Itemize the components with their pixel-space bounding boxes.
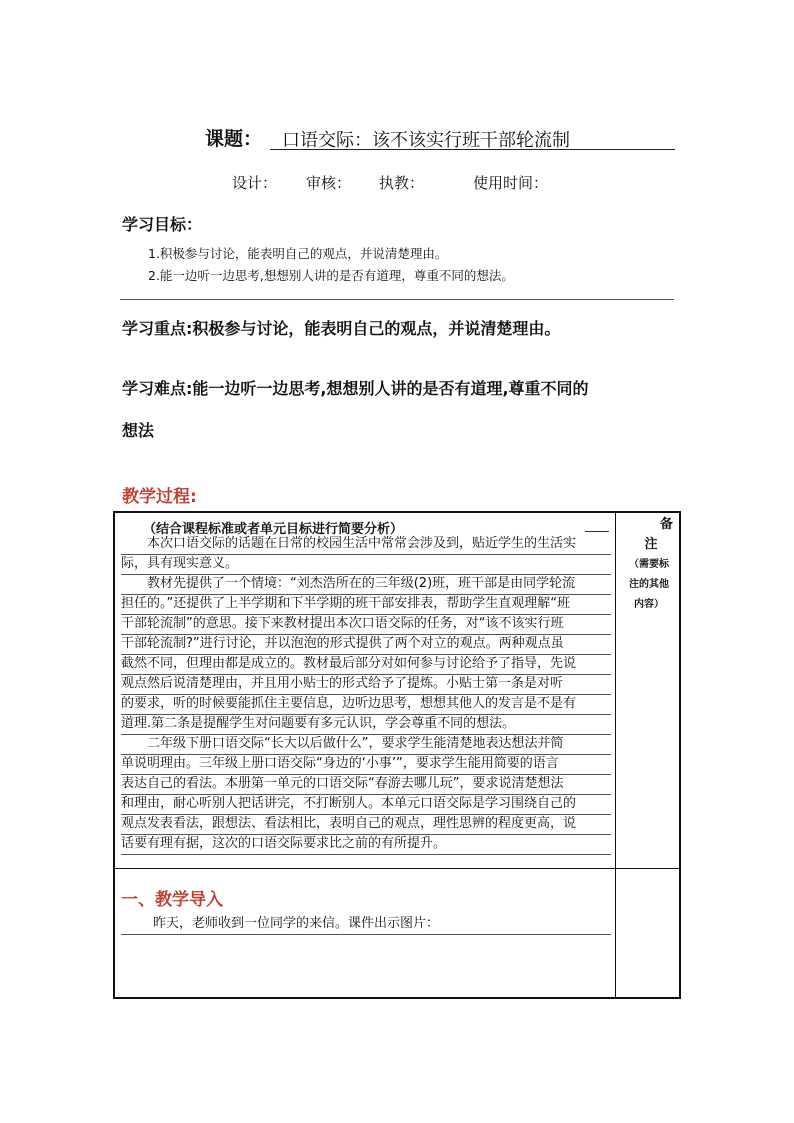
row-divider — [115, 868, 679, 869]
blank-line — [585, 531, 609, 532]
divider — [120, 299, 674, 300]
process-heading: 教学过程: — [122, 487, 197, 507]
difficulty-line-2: 想法 — [122, 421, 155, 440]
analysis-line: 本次口语交际的话题在日常的校园生活中常常会涉及到，贴近学生的生活实 — [121, 534, 611, 555]
goal-item-2: 2.能一边听一边思考,想想别人讲的是否有道理，尊重不同的想法。 — [148, 268, 514, 283]
analysis-line: 的要求，听的时候要能抓住主要信息，边听边思考，想想其他人的发言是不是有 — [121, 694, 611, 715]
analysis-line: 担任的。”还提供了上半学期和下半学期的班干部安排表，帮助学生直观理解“班 — [121, 594, 611, 615]
notes-sub-2: 注的其他 — [629, 579, 669, 590]
goals-heading: 学习目标： — [122, 215, 203, 234]
column-divider — [615, 513, 616, 997]
meta-design: 设计： — [232, 174, 278, 192]
section-intro-heading: 一、教学导入 — [121, 890, 223, 910]
title-label: 课题： — [205, 128, 263, 150]
analysis-line: 教材先提供了一个情境：“刘杰浩所在的三年级(2)班，班干部是由同学轮流 — [121, 574, 611, 595]
meta-teach: 执教： — [379, 174, 425, 192]
notes-title-1: 备 — [659, 517, 673, 532]
notes-sub-1: （需要标 — [629, 559, 669, 570]
analysis-line: 表达自己的看法。本册第一单元的口语交际“春游去哪儿玩”，要求说清楚想法 — [121, 774, 611, 795]
title-row — [205, 124, 675, 154]
difficulty-line-1: 学习难点:能一边听一边思考,想想别人讲的是否有道理,尊重不同的 — [122, 379, 589, 398]
meta-review: 审核： — [306, 174, 352, 192]
section-intro-text: 昨天，老师收到一位同学的来信。课件出示图片： — [121, 914, 611, 935]
goal-item-1: 1.积极参与讨论，能表明自己的观点，并说清楚理由。 — [148, 246, 448, 261]
analysis-line: 干部轮流制?”进行讨论，并以泡泡的形式提供了两个对立的观点。两种观点虽 — [121, 634, 611, 655]
analysis-line: 和理由，耐心听别人把话讲完，不打断别人。本单元口语交际是学习围绕自己的 — [121, 794, 611, 815]
analysis-line: 观点发表看法，跟想法、看法相比，表明自己的观点，理性思辨的程度更高，说 — [121, 814, 611, 835]
notes-title-2: 注 — [644, 537, 658, 552]
analysis-line: 际，具有现实意义。 — [121, 554, 611, 575]
analysis-line: 单说明理由。三年级上册口语交际“身边的‘小事’”，要求学生能用简要的语言 — [121, 754, 611, 775]
analysis-line: 二年级下册口语交际“长大以后做什么”，要求学生能清楚地表达想法并简 — [121, 734, 611, 755]
analysis-line: 观点然后说清楚理由，并且用小贴士的形式给予了提炼。小贴士第一条是对听 — [121, 674, 611, 695]
notes-column — [619, 513, 679, 615]
focus-line: 学习重点:积极参与讨论，能表明自己的观点，并说清楚理由。 — [122, 319, 561, 338]
analysis-heading: （结合课程标准或者单元目标进行简要分析） — [143, 522, 404, 537]
analysis-line: 截然不同，但理由都是成立的。教材最后部分对如何参与讨论给予了指导，先说 — [121, 654, 611, 675]
notes-sub-3: 内容） — [634, 599, 664, 610]
lesson-table — [113, 511, 681, 999]
page-title: 口语交际：该不该实行班干部轮流制 — [270, 126, 675, 150]
analysis-line: 干部轮流制”的意思。接下来教材提出本次口语交际的任务，对“该不该实行班 — [121, 614, 611, 635]
meta-time: 使用时间： — [473, 174, 549, 192]
analysis-line: 话要有理有据，这次的口语交际要求比之前的有所提升。 — [121, 834, 611, 855]
analysis-line: 道理.第二条是提醒学生对问题要有多元认识，学会尊重不同的想法。 — [121, 714, 611, 735]
